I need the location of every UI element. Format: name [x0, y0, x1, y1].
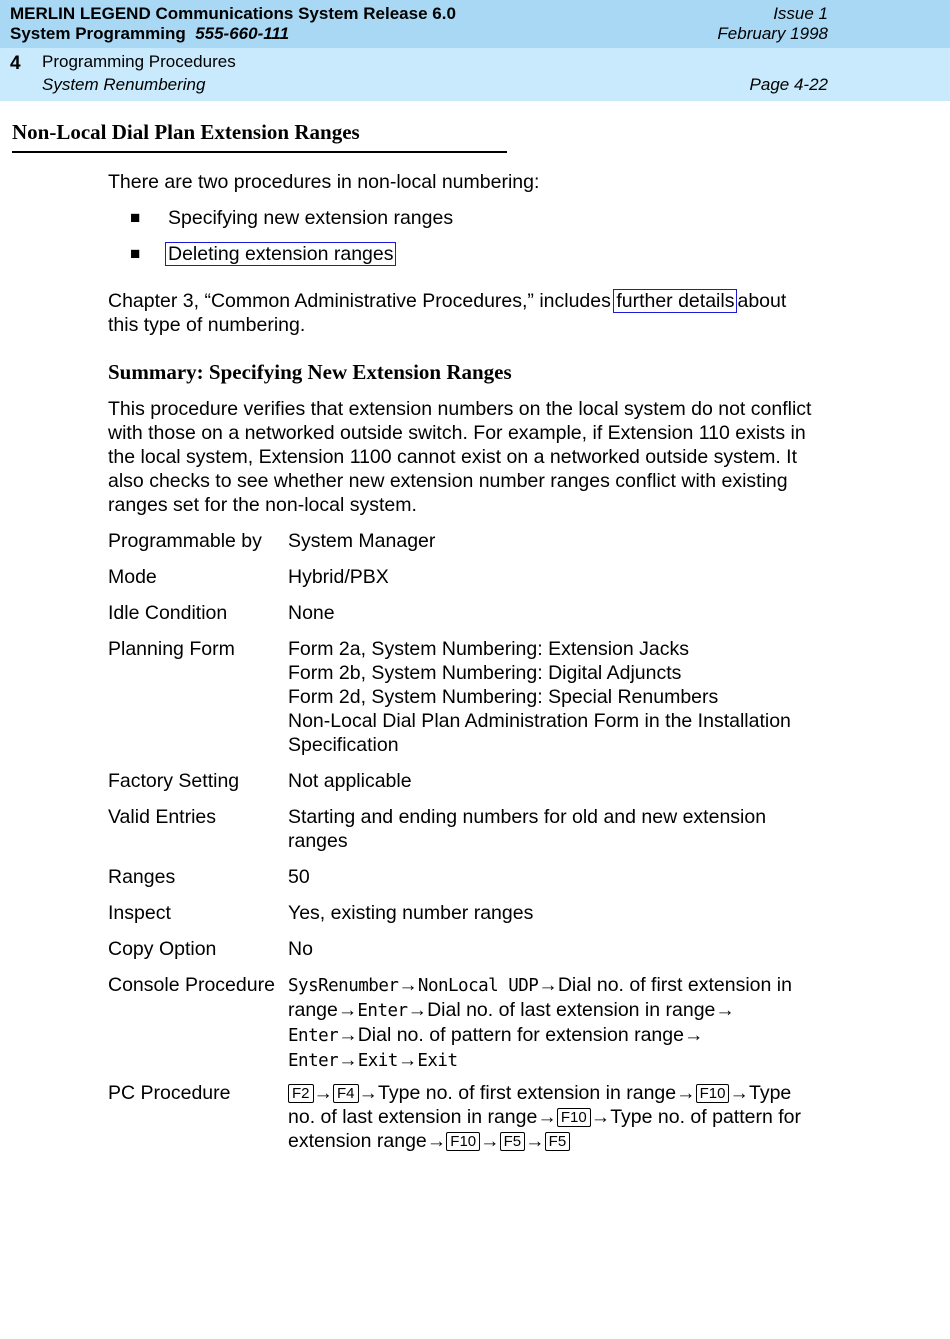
- planning-form-line: Form 2b, System Numbering: Digital Adjuncts: [288, 662, 682, 684]
- bullet-icon: ■: [130, 208, 141, 227]
- summary-title: Summary: Specifying New Extension Ranges: [108, 360, 512, 384]
- f10-key-icon: F10: [557, 1108, 591, 1127]
- pc-step-text: no. of last extension in range: [288, 1106, 538, 1128]
- property-value: [288, 637, 833, 757]
- pc-step-text: Type no. of first extension in range: [378, 1082, 677, 1104]
- arrow-icon: →: [358, 1082, 379, 1104]
- summary-line: with those on a networked outside switch. For example, if Extension 110 exists in: [108, 422, 806, 444]
- arrow-icon: →: [590, 1106, 611, 1128]
- planning-form-line: Specification: [288, 734, 399, 756]
- property-value: Yes, existing number ranges: [288, 902, 534, 924]
- property-label: Ranges: [108, 866, 176, 888]
- f5-key-icon: F5: [500, 1132, 526, 1151]
- property-label: Programmable by: [108, 530, 262, 552]
- further-details-link[interactable]: further details: [613, 289, 737, 313]
- property-label: Planning Form: [108, 638, 235, 660]
- arrow-icon: →: [407, 999, 428, 1021]
- console-procedure-steps: [288, 973, 833, 1073]
- arrow-icon: →: [729, 1082, 749, 1104]
- arrow-icon: →: [538, 974, 558, 996]
- arrow-icon: →: [683, 1024, 704, 1046]
- arrow-icon: →: [715, 999, 735, 1021]
- arrow-icon: →: [480, 1130, 500, 1152]
- summary-line: the local system, Extension 1100 cannot exist on a networked outside system. It: [108, 446, 798, 468]
- property-value: Hybrid/PBX: [288, 566, 389, 588]
- doc-number: 555-660-111: [195, 24, 290, 43]
- intro-text: There are two procedures in non-local numbering:: [108, 171, 540, 193]
- enter-command: Enter: [288, 1051, 339, 1071]
- property-value: [288, 805, 833, 853]
- page-number: Page 4-22: [749, 75, 828, 94]
- console-step-text: Dial no. of pattern for extension range: [357, 1024, 684, 1046]
- property-label: Valid Entries: [108, 806, 217, 828]
- procedure-item-specify: Specifying new extension ranges: [168, 207, 454, 229]
- arrow-icon: →: [525, 1130, 545, 1152]
- arrow-icon: →: [397, 1049, 418, 1071]
- property-value: None: [288, 602, 335, 624]
- console-step-text: Dial no. of first extension in: [557, 974, 792, 996]
- property-value: Not applicable: [288, 770, 412, 792]
- arrow-icon: →: [338, 1049, 358, 1071]
- f2-key-icon: F2: [288, 1084, 314, 1103]
- arrow-icon: →: [426, 1130, 447, 1152]
- chapter-ref-after: about: [737, 290, 787, 312]
- arrow-icon: →: [337, 999, 358, 1021]
- planning-form-line: Form 2a, System Numbering: Extension Jacks: [288, 638, 689, 660]
- pc-procedure-steps: [288, 1081, 833, 1153]
- chapter-reference: [108, 289, 828, 337]
- property-label: Idle Condition: [108, 602, 228, 624]
- arrow-icon: →: [537, 1106, 557, 1128]
- pc-step-text: extension range: [288, 1130, 427, 1152]
- planning-form-line: Form 2d, System Numbering: Special Renumbers: [288, 686, 719, 708]
- procedure-item-delete: [168, 242, 396, 266]
- property-value: System Manager: [288, 530, 436, 552]
- deleting-ranges-link[interactable]: Deleting extension ranges: [165, 242, 396, 266]
- property-value: No: [288, 938, 313, 960]
- section-name: System Renumbering: [42, 75, 206, 94]
- f4-key-icon: F4: [333, 1084, 359, 1103]
- issue-date: February 1998: [717, 24, 828, 43]
- arrow-icon: →: [676, 1082, 696, 1104]
- section-title: Non-Local Dial Plan Extension Ranges: [12, 120, 360, 144]
- property-label: PC Procedure: [108, 1082, 231, 1104]
- f10-key-icon: F10: [696, 1084, 730, 1103]
- summary-line: This procedure verifies that extension numbers on the local system do not conflict: [108, 398, 812, 420]
- doc-label: System Programming: [10, 24, 186, 43]
- property-label: Inspect: [108, 902, 171, 924]
- enter-command: Enter: [357, 1001, 408, 1021]
- chapter-ref-text: Chapter 3, “Common Administrative Procedures,” includes: [108, 290, 611, 312]
- section-title-rule: [12, 151, 507, 153]
- arrow-icon: →: [398, 974, 418, 996]
- doc-title: [10, 24, 289, 44]
- bullet-icon: ■: [130, 244, 141, 263]
- pc-step-text: Type: [748, 1082, 792, 1104]
- property-label: Factory Setting: [108, 770, 240, 792]
- f5-key-icon: F5: [545, 1132, 571, 1151]
- sysrenumber-command: SysRenumber: [288, 976, 399, 996]
- property-label: Console Procedure: [108, 974, 275, 996]
- product-title: MERLIN LEGEND Communications System Release 6.0: [10, 4, 456, 23]
- exit-command: Exit: [417, 1051, 458, 1071]
- console-step-text: Dial no. of last extension in range: [427, 999, 716, 1021]
- issue-label: Issue 1: [773, 4, 828, 23]
- summary-line: also checks to see whether new extension number ranges conflict with existing: [108, 470, 788, 492]
- planning-form-line: Non-Local Dial Plan Administration Form in the Installation: [288, 710, 791, 732]
- arrow-icon: →: [338, 1024, 358, 1046]
- property-value: 50: [288, 866, 310, 888]
- property-label: Mode: [108, 566, 157, 588]
- enter-command: Enter: [288, 1026, 339, 1046]
- summary-line: ranges set for the non-local system.: [108, 494, 417, 516]
- arrow-icon: →: [313, 1082, 334, 1104]
- nonlocal-udp-command: NonLocal UDP: [417, 976, 539, 996]
- chapter-ref-line2: this type of numbering.: [108, 314, 306, 336]
- pc-step-text: Type no. of pattern for: [610, 1106, 801, 1128]
- summary-paragraph: [108, 397, 828, 517]
- exit-command: Exit: [357, 1051, 398, 1071]
- property-label: Copy Option: [108, 938, 217, 960]
- f10-key-icon: F10: [446, 1132, 480, 1151]
- console-step-text: range: [288, 999, 338, 1021]
- chapter-number: 4: [10, 53, 21, 74]
- valid-entries-line: ranges: [288, 830, 348, 852]
- valid-entries-line: Starting and ending numbers for old and new extension: [288, 806, 767, 828]
- chapter-title: Programming Procedures: [42, 52, 236, 71]
